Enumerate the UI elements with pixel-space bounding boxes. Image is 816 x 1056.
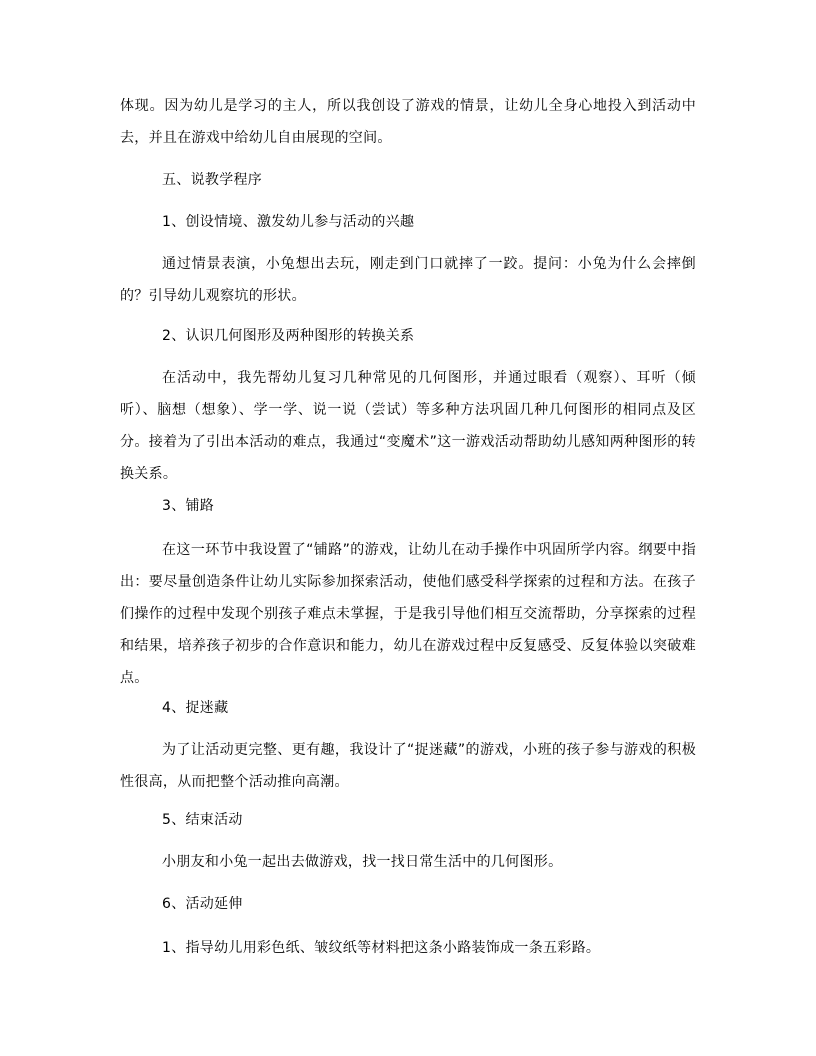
step-heading-6: 6、活动延伸 [162, 896, 243, 912]
step-heading-4: 4、捉迷藏 [162, 700, 229, 716]
step-heading-3: 3、铺路 [162, 498, 215, 514]
paragraph-step-3: 在这一环节中我设置了“铺路”的游戏，让幼儿在动手操作中巩固所学内容。纲要中指出：要尽量创造条件让幼儿实际参加探索活动，使他们感受科学探索的过程和方法。在孩子们操作的过程中发现个别孩子难点未掌握，于是我引导他们相互交流帮助，分享探索的过程和结果，培养孩子初步的合作意识和能力，幼儿在游戏过程中反复感受、反复体验以突破难点。 [120, 542, 696, 686]
step-heading-2: 2、认识几何图形及两种图形的转换关系 [162, 328, 415, 344]
paragraph-step-6: 1、指导幼儿用彩色纸、皱纹纸等材料把这条小路装饰成一条五彩路。 [162, 940, 601, 956]
paragraph-step-2: 在活动中，我先帮幼儿复习几种常见的几何图形，并通过眼看（观察）、耳听（倾听）、脑想（想象）、学一学、说一说（尝试）等多种方法巩固几种几何图形的相同点及区分。接着为了引出本活动的难点，我通过“变魔术”这一游戏活动帮助幼儿感知两种图形的转换关系。 [120, 370, 696, 482]
step-heading-1: 1、创设情境、激发幼儿参与活动的兴趣 [162, 214, 415, 230]
paragraph-step-5: 小朋友和小兔一起出去做游戏，找一找日常生活中的几何图形。 [162, 854, 563, 870]
paragraph-step-4: 为了让活动更完整、更有趣，我设计了“捉迷藏”的游戏，小班的孩子参与游戏的积极性很高，从而把整个活动推向高潮。 [120, 742, 696, 790]
step-heading-5: 5、结束活动 [162, 812, 243, 828]
section-heading-teaching-procedure: 五、说教学程序 [162, 172, 263, 188]
paragraph-step-1: 通过情景表演，小兔想出去玩，刚走到门口就摔了一跤。提问：小兔为什么会摔倒的？引导幼儿观察坑的形状。 [120, 256, 696, 304]
paragraph-intro: 体现。因为幼儿是学习的主人，所以我创设了游戏的情景，让幼儿全身心地投入到活动中去，并且在游戏中给幼儿自由展现的空间。 [120, 98, 696, 146]
